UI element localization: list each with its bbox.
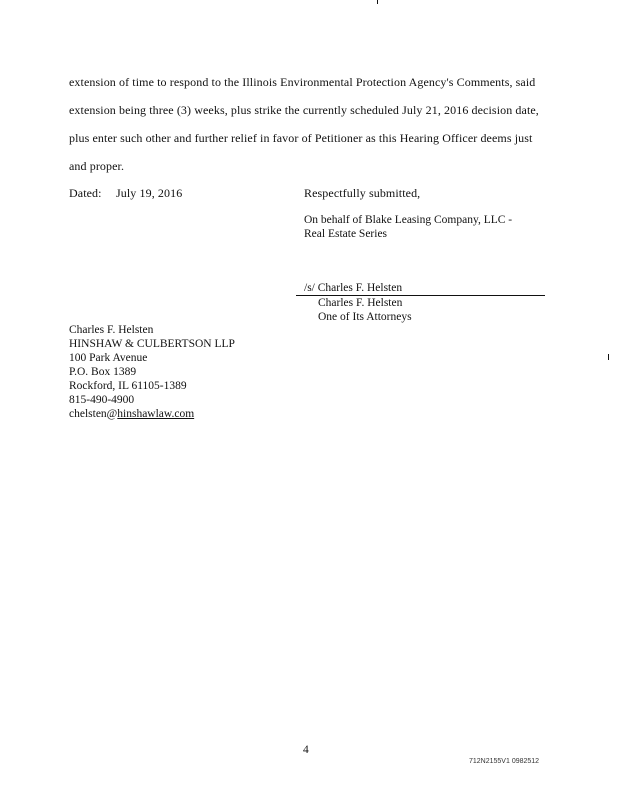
counsel-po-box: P.O. Box 1389 xyxy=(69,366,137,378)
dated-date: July 19, 2016 xyxy=(116,186,183,200)
counsel-firm: HINSHAW & CULBERTSON LLP xyxy=(69,338,235,350)
counsel-email[interactable] xyxy=(69,408,194,420)
right-margin-mark xyxy=(608,354,609,360)
behalf-line-2: Real Estate Series xyxy=(304,228,388,240)
electronic-signature: /s/ Charles F. Helsten xyxy=(304,282,403,294)
body-line-1: extension of time to respond to the Illinois Environmental Protection Agency's Comments, said xyxy=(69,75,536,89)
document-id: 712N2155V1 0982512 xyxy=(469,758,540,765)
counsel-city: Rockford, IL 61105-1389 xyxy=(69,380,187,392)
counsel-street: 100 Park Avenue xyxy=(69,352,148,364)
signature-line xyxy=(296,295,545,296)
behalf-line-1: On behalf of Blake Leasing Company, LLC - xyxy=(304,214,513,226)
dated-label: Dated: xyxy=(69,186,102,200)
counsel-email-link[interactable]: hinshawlaw.com xyxy=(117,408,195,420)
top-margin-mark xyxy=(377,0,378,4)
body-line-2: extension being three (3) weeks, plus strike the currently scheduled July 21, 2016 decision date, xyxy=(69,103,539,117)
signer-name: Charles F. Helsten xyxy=(318,297,403,309)
counsel-name: Charles F. Helsten xyxy=(69,324,154,336)
signer-title: One of Its Attorneys xyxy=(318,311,412,323)
counsel-email-prefix: chelsten@ xyxy=(69,408,118,420)
closing-text: Respectfully submitted, xyxy=(304,186,421,200)
body-line-3: plus enter such other and further relief in favor of Petitioner as this Hearing Officer deems just xyxy=(69,131,533,145)
body-line-4: and proper. xyxy=(69,159,125,173)
counsel-phone: 815-490-4900 xyxy=(69,394,135,406)
page-number: 4 xyxy=(303,744,309,756)
